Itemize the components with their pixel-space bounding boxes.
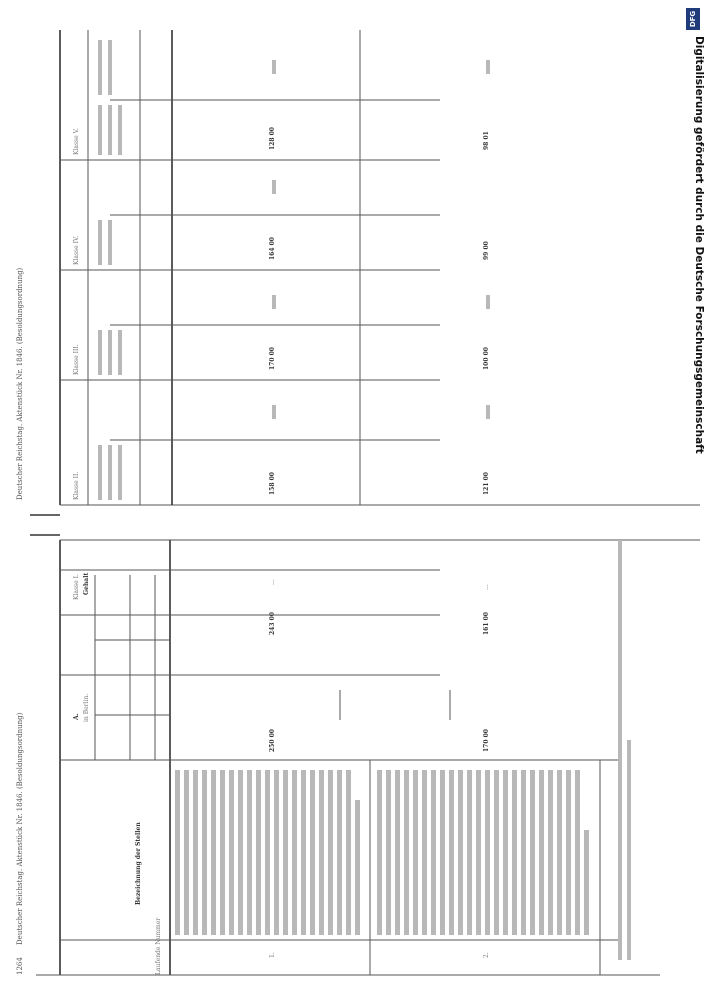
row-1-amount-b: 243 00 [269,612,276,635]
row-1-description [175,770,360,935]
dfg-badge: DFG [686,8,700,30]
row-2-amount-b: 161 00 [483,612,490,635]
row-2-number: 2. [483,952,490,958]
dfg-watermark-text: Digitalisierung gefördert durch die Deutsche Forschungsgemeinschaft [693,36,705,454]
right-row-2-amount-1: 121 00 [483,472,490,495]
right-row-1-amount-3: 164 00 [269,237,276,260]
row-1-amount-a: 250 00 [269,729,276,752]
right-row-2-amount-4: 98 01 [483,131,490,150]
right-row-1-amount-2: 170 00 [269,347,276,370]
left-running-head: 1264 Deutscher Reichstag. Aktenstück Nr. 1846. (Besoldungsordnung) [16,712,24,975]
right-minor-marks [272,60,490,419]
right-row-1-amount-4: 128 00 [269,127,276,150]
class-head-3: Klasse III. [73,344,80,375]
col-head-klasse: Klasse I. [73,574,80,600]
right-row-2-amount-2: 100 00 [483,347,490,370]
right-row-2-amount-3: 99 00 [483,241,490,260]
right-running-head: Deutscher Reichstag. Aktenstück Nr. 1846. (Besoldungsordnung) [16,267,24,500]
col-head-gehalt: Gehalt [83,572,90,595]
class-head-2: Klasse II. [73,471,80,500]
class-head-5: Klasse V. [73,128,80,155]
left-footnote [618,540,631,960]
right-page [16,30,700,535]
row-2-amount-a: 170 00 [483,729,490,752]
col-head-bezeichnung: Bezeichnung der Stellen [135,822,142,905]
col-head-section: A. [73,713,80,720]
row-2-description [377,770,589,935]
col-head-laufende: Laufende Nummer [155,917,162,975]
row-1-number: 1. [269,952,276,958]
row-2-amount-c: ... [483,584,490,590]
class-head-4: Klasse IV. [73,235,80,265]
row-1-amount-c: ... [269,579,276,585]
right-row-1-amount-1: 158 00 [269,472,276,495]
col-head-city: in Berlin. [83,693,90,722]
left-page [16,540,700,975]
